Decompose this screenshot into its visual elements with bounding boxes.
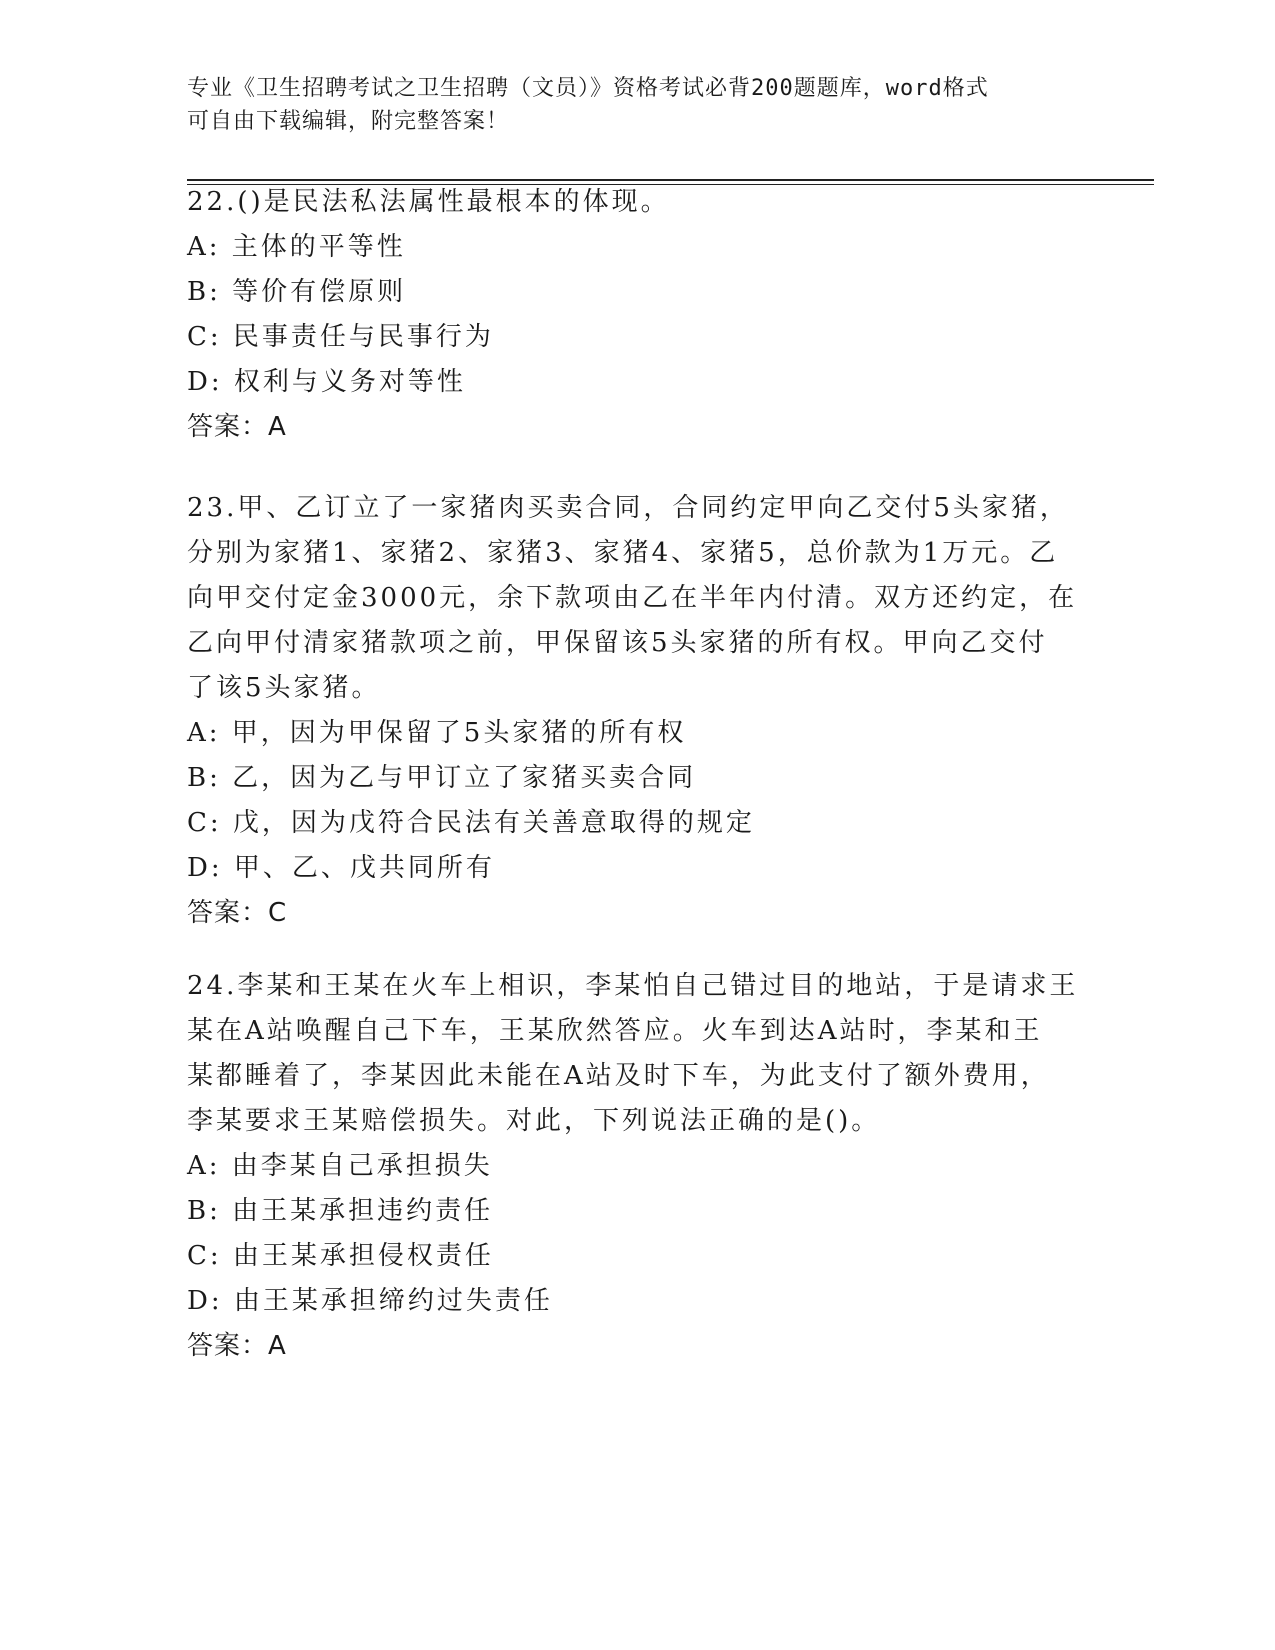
option-b: B: 乙，因为乙与甲订立了家猪买卖合同 <box>187 763 697 793</box>
answer-value: C <box>268 898 288 928</box>
answer-line <box>187 891 1087 936</box>
question-22 <box>187 180 1087 450</box>
answer-label: 答案： <box>187 412 269 442</box>
option-a: A: 主体的平等性 <box>187 232 406 262</box>
question-stem-line: 乙向甲付清家猪款项之前，甲保留该5头家猪的所有权。甲向乙交付 <box>187 628 1048 658</box>
question-23 <box>187 486 1087 936</box>
option-b: B: 等价有偿原则 <box>187 277 407 307</box>
option-d: D: 权利与义务对等性 <box>187 367 466 397</box>
header-line-1: 专业《卫生招聘考试之卫生招聘（文员）》资格考试必背200题题库，word格式 <box>187 76 989 101</box>
question-stem-line: 某都睡着了，李某因此未能在A站及时下车，为此支付了额外费用， <box>187 1061 1050 1091</box>
option-d: D: 由王某承担缔约过失责任 <box>187 1286 553 1316</box>
answer-value: A <box>268 412 287 442</box>
header-line-2: 可自由下载编辑，附完整答案！ <box>187 109 510 134</box>
question-stem-line: 23.甲、乙订立了一家猪肉买卖合同，合同约定甲向乙交付5头家猪， <box>187 493 1069 523</box>
question-stem-line: 某在A站唤醒自己下车，王某欣然答应。火车到达A站时，李某和王 <box>187 1016 1043 1046</box>
option-c: C: 民事责任与民事行为 <box>187 322 494 352</box>
question-stem-line: 24.李某和王某在火车上相识，李某怕自己错过目的地站，于是请求王 <box>187 971 1079 1001</box>
question-stem-line: 李某要求王某赔偿损失。对此，下列说法正确的是()。 <box>187 1106 881 1136</box>
question-stem-line: 分别为家猪1、家猪2、家猪3、家猪4、家猪5，总价款为1万元。乙 <box>187 538 1059 568</box>
option-b: B: 由王某承担违约责任 <box>187 1196 494 1226</box>
question-stem-line: 向甲交付定金3000元，余下款项由乙在半年内付清。双方还约定，在 <box>187 583 1078 613</box>
option-c: C: 由王某承担侵权责任 <box>187 1241 494 1271</box>
option-a: A: 由李某自己承担损失 <box>187 1151 493 1181</box>
answer-value: A <box>268 1331 287 1361</box>
answer-label: 答案： <box>187 1331 269 1361</box>
question-stem-line: 了该5头家猪。 <box>187 673 381 703</box>
option-d: D: 甲、乙、戊共同所有 <box>187 853 495 883</box>
answer-label: 答案： <box>187 898 269 928</box>
question-stem-line: 22.()是民法私法属性最根本的体现。 <box>187 187 670 217</box>
answer-line <box>187 405 1087 450</box>
answer-line <box>187 1324 1087 1369</box>
option-c: C: 戊，因为戊符合民法有关善意取得的规定 <box>187 808 755 838</box>
question-24 <box>187 964 1087 1369</box>
document-header <box>187 72 1067 138</box>
option-a: A: 甲，因为甲保留了5头家猪的所有权 <box>187 718 687 748</box>
